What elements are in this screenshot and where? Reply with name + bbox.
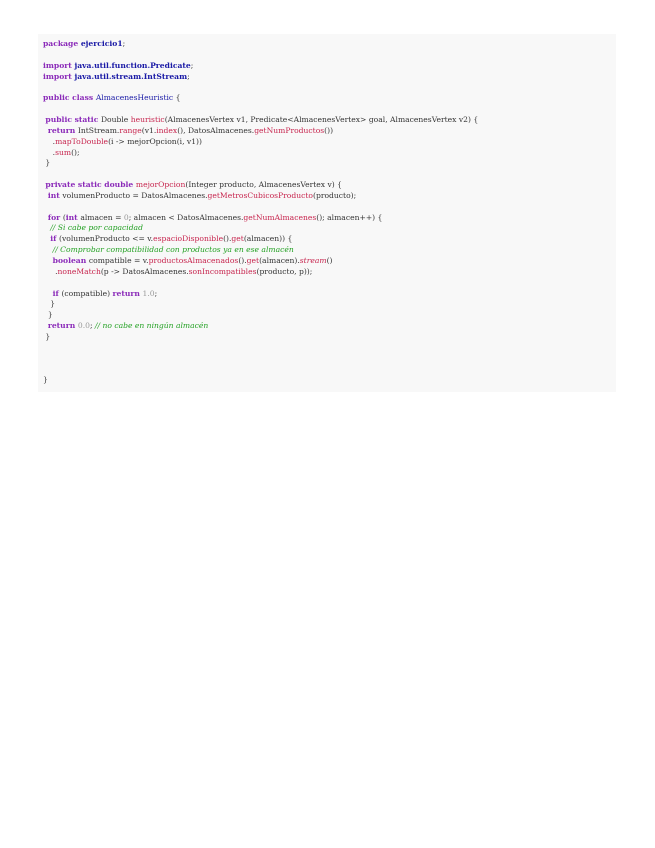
code-token: () [326, 256, 333, 265]
code-line [43, 212, 382, 223]
code-token [43, 256, 53, 265]
code-token: (volumenProducto <= v. [59, 234, 154, 244]
code-line [43, 255, 333, 266]
code-token: (AlmacenesVertex v1, Predicate<AlmacenesVertex> goal, AlmacenesVertex v2) { [164, 114, 479, 124]
code-token: package [43, 39, 81, 48]
code-line [43, 222, 143, 233]
code-token: (Integer producto, AlmacenesVertex v) { [185, 180, 342, 190]
code-line [43, 147, 80, 158]
code-token: index [156, 125, 178, 135]
code-token: (i -> mejorOpcion(i, v1)) [108, 136, 202, 146]
code-line [43, 298, 55, 309]
code-token: AlmacenesHeuristic [95, 93, 174, 103]
code-token: range [119, 125, 142, 135]
code-token: ()) [324, 125, 334, 135]
code-token: import [43, 71, 75, 81]
code-line [43, 374, 48, 385]
code-token: espacioDisponible [153, 234, 224, 244]
code-token: } [43, 158, 51, 168]
code-line [43, 114, 478, 125]
code-token: sum [55, 147, 72, 157]
code-token: int [47, 190, 63, 200]
code-line [43, 320, 208, 331]
code-token: return [47, 321, 78, 331]
code-line [43, 125, 333, 136]
code-token: boolean [52, 256, 89, 265]
code-token: return [112, 288, 143, 298]
code-line [43, 179, 342, 190]
code-line [43, 136, 202, 147]
code-token: get [231, 234, 244, 244]
code-token: ; [154, 288, 158, 298]
code-token: volumenProducto = DatosAlmacenes. [62, 190, 208, 200]
code-token: ; [122, 39, 126, 48]
code-line [43, 60, 193, 71]
code-token: 0.0 [77, 321, 90, 331]
code-token: } [43, 310, 53, 320]
code-token: private static double [45, 180, 136, 190]
code-token: stream [299, 256, 327, 265]
code-token: public static [45, 114, 101, 124]
code-token: ; [89, 321, 95, 331]
code-token: ; almacen < DatosAlmacenes. [128, 212, 244, 222]
code-token: if [50, 234, 60, 244]
code-token: ; [190, 60, 194, 70]
code-token: (); [71, 147, 80, 157]
code-token: } [43, 331, 51, 341]
code-line [43, 266, 312, 277]
code-token: (); almacen++) { [316, 212, 383, 222]
code-token: (producto, p)); [256, 266, 313, 276]
code-token: 0 [123, 212, 129, 222]
code-token: . [43, 136, 56, 146]
code-token: Double [100, 114, 131, 124]
code-line [43, 233, 292, 244]
code-token: } [43, 299, 56, 309]
code-token: // Comprobar compatibilidad con productos ya en ese almacén [52, 245, 294, 255]
code-token: (producto); [313, 190, 357, 200]
code-token: 1.0 [142, 288, 155, 298]
code-line [43, 288, 157, 299]
code-token: (v1. [141, 125, 157, 135]
code-token: ( [62, 212, 66, 222]
code-token: // Si cabe por capacidad [50, 223, 143, 233]
code-token: almacen = [80, 212, 124, 222]
code-token: mejorOpcion [135, 180, 186, 190]
code-token: { [173, 93, 181, 103]
code-token [43, 245, 53, 254]
code-token: get [246, 256, 260, 265]
code-line [43, 190, 356, 201]
code-token: getNumProductos [254, 125, 325, 135]
code-line [43, 71, 190, 82]
code-token: ejercicio1 [80, 39, 123, 48]
code-line [43, 244, 294, 255]
code-token: if [52, 288, 62, 298]
code-token: (). [238, 256, 247, 265]
code-token [43, 289, 53, 298]
code-line [43, 92, 180, 103]
code-token: (). [223, 234, 232, 244]
code-token: for [47, 212, 63, 222]
code-block [38, 34, 616, 392]
code-token: getMetrosCubicosProducto [207, 190, 313, 200]
code-token: mapToDouble [55, 136, 109, 146]
code-token: getNumAlmacenes [243, 212, 317, 222]
code-token: } [43, 375, 48, 385]
code-token: int [65, 212, 81, 222]
code-token: ; [187, 71, 190, 81]
code-token: return [47, 125, 78, 135]
code-token: productosAlmacenados [148, 256, 239, 265]
code-token: heuristic [130, 114, 165, 124]
code-token: . [43, 147, 56, 157]
code-token: sonIncompatibles [188, 266, 257, 276]
code-token: IntStream. [77, 125, 120, 135]
code-line [43, 157, 50, 168]
code-token: // no cabe en ningún almacén [94, 321, 209, 331]
code-token: java.util.stream.IntStream [74, 71, 188, 81]
code-token: java.util.function.Predicate [74, 60, 191, 70]
code-line [43, 309, 53, 320]
code-token: compatible = v. [88, 256, 149, 265]
code-token: (p -> DatosAlmacenes. [100, 266, 189, 276]
code-token: . [43, 266, 58, 276]
code-token: (), DatosAlmacenes. [177, 125, 255, 135]
code-token: public class [43, 93, 96, 103]
code-token: (almacen). [259, 256, 300, 265]
code-line [43, 38, 125, 49]
code-token: noneMatch [57, 266, 101, 276]
code-token: import [43, 60, 75, 70]
code-line [43, 331, 50, 342]
code-token: (almacen)) { [243, 234, 293, 244]
code-token: (compatible) [61, 288, 113, 298]
